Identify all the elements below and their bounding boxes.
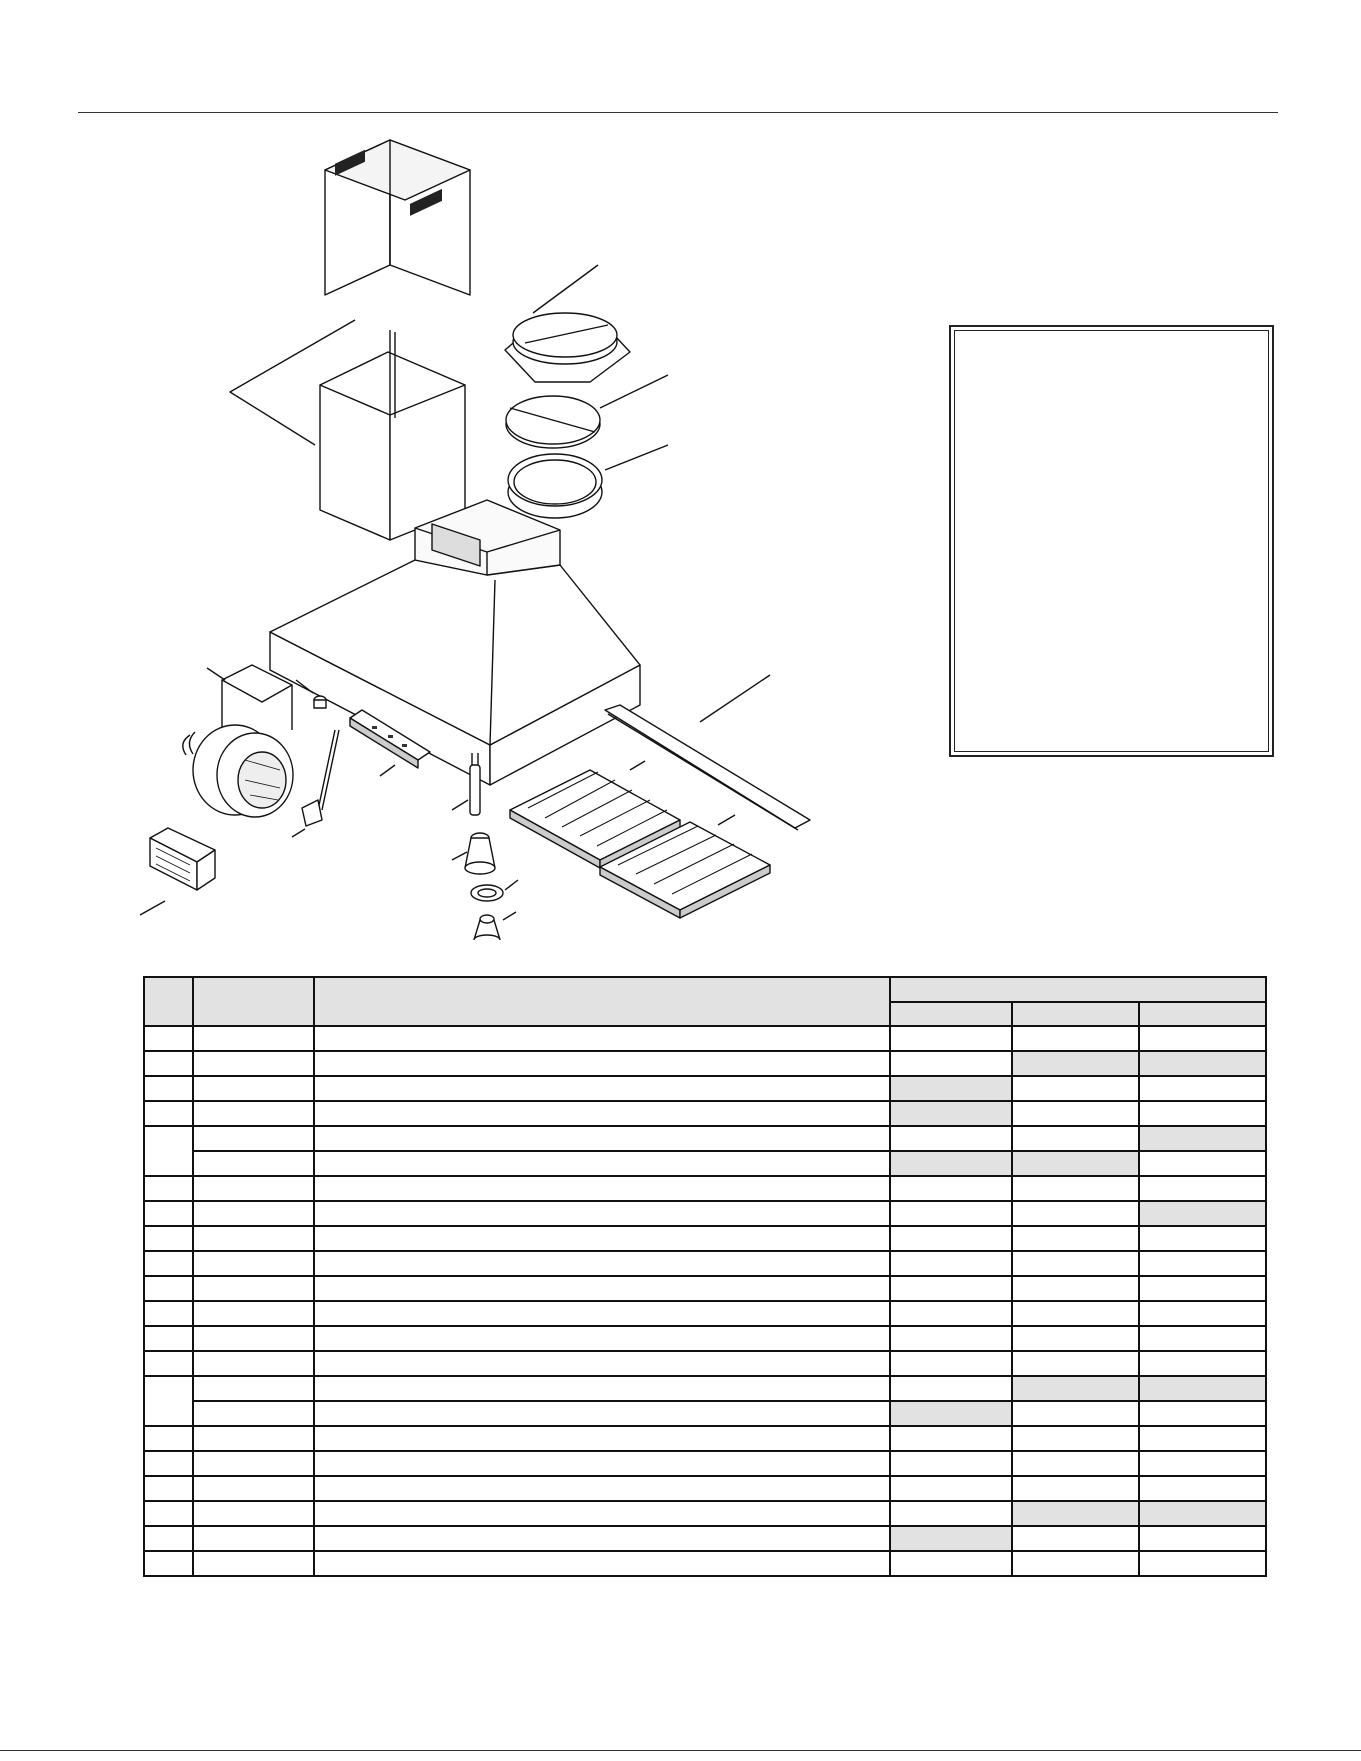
cell-description bbox=[314, 1301, 891, 1326]
cell-description bbox=[314, 1326, 891, 1351]
parts-table-body bbox=[144, 1026, 1266, 1576]
table-row bbox=[144, 1101, 1266, 1126]
cell-model-3 bbox=[1139, 1051, 1266, 1076]
table-row bbox=[144, 1401, 1266, 1426]
cell-model-2 bbox=[1012, 1451, 1140, 1476]
table-row bbox=[144, 1276, 1266, 1301]
cell-model-3 bbox=[1139, 1276, 1266, 1301]
cell-ref bbox=[144, 1026, 193, 1051]
cell-part-number bbox=[193, 1101, 314, 1126]
cell-model-3 bbox=[1139, 1251, 1266, 1276]
cell-model-1 bbox=[890, 1251, 1012, 1276]
cell-model-3 bbox=[1139, 1176, 1266, 1201]
chimney-lower bbox=[320, 330, 465, 540]
cell-part-number bbox=[193, 1376, 314, 1401]
cell-model-1 bbox=[890, 1026, 1012, 1051]
cell-description bbox=[314, 1401, 891, 1426]
cell-model-3 bbox=[1139, 1026, 1266, 1051]
cell-model-1 bbox=[890, 1076, 1012, 1101]
cell-description bbox=[314, 1176, 891, 1201]
cell-description bbox=[314, 1376, 891, 1401]
cell-description bbox=[314, 1126, 891, 1151]
cell-model-1 bbox=[890, 1501, 1012, 1526]
cell-model-2 bbox=[1012, 1151, 1140, 1176]
cell-model-3 bbox=[1139, 1451, 1266, 1476]
cell-description bbox=[314, 1226, 891, 1251]
damper-collar bbox=[505, 265, 630, 382]
duct-ring bbox=[508, 445, 668, 518]
cell-description bbox=[314, 1551, 891, 1576]
cell-description bbox=[314, 1351, 891, 1376]
cell-model-2 bbox=[1012, 1126, 1140, 1151]
cell-model-2 bbox=[1012, 1551, 1140, 1576]
header-rule bbox=[78, 112, 1278, 113]
cell-model-2 bbox=[1012, 1426, 1140, 1451]
cell-part-number bbox=[193, 1276, 314, 1301]
cell-model-1 bbox=[890, 1201, 1012, 1226]
notes-box-inner bbox=[954, 330, 1269, 752]
cell-model-1 bbox=[890, 1551, 1012, 1576]
cell-description bbox=[314, 1076, 891, 1101]
table-row bbox=[144, 1026, 1266, 1051]
cell-model-3 bbox=[1139, 1401, 1266, 1426]
cell-ref bbox=[144, 1201, 193, 1226]
cell-part-number bbox=[193, 1076, 314, 1101]
cell-model-3 bbox=[1139, 1526, 1266, 1551]
cell-model-1 bbox=[890, 1101, 1012, 1126]
notes-box bbox=[949, 325, 1274, 757]
header-ref bbox=[144, 977, 193, 1026]
cell-description bbox=[314, 1101, 891, 1126]
cell-part-number bbox=[193, 1051, 314, 1076]
cell-part-number bbox=[193, 1226, 314, 1251]
table-row bbox=[144, 1051, 1266, 1076]
cell-model-2 bbox=[1012, 1476, 1140, 1501]
cell-description bbox=[314, 1051, 891, 1076]
cell-ref bbox=[144, 1376, 193, 1426]
cell-part-number bbox=[193, 1301, 314, 1326]
table-row bbox=[144, 1201, 1266, 1226]
cell-model-1 bbox=[890, 1401, 1012, 1426]
cell-model-3 bbox=[1139, 1151, 1266, 1176]
cell-description bbox=[314, 1026, 891, 1051]
cell-model-2 bbox=[1012, 1176, 1140, 1201]
cell-model-3 bbox=[1139, 1476, 1266, 1501]
cell-model-2 bbox=[1012, 1376, 1140, 1401]
hood-body bbox=[270, 500, 640, 785]
table-row bbox=[144, 1526, 1266, 1551]
damper-plate bbox=[506, 375, 668, 448]
cell-part-number bbox=[193, 1526, 314, 1551]
cell-model-2 bbox=[1012, 1276, 1140, 1301]
cell-model-3 bbox=[1139, 1426, 1266, 1451]
cell-part-number bbox=[193, 1401, 314, 1426]
cell-model-1 bbox=[890, 1426, 1012, 1451]
cell-description bbox=[314, 1251, 891, 1276]
cell-description bbox=[314, 1276, 891, 1301]
cell-part-number bbox=[193, 1126, 314, 1151]
cell-ref bbox=[144, 1176, 193, 1201]
cell-ref bbox=[144, 1226, 193, 1251]
cell-ref bbox=[144, 1476, 193, 1501]
table-row bbox=[144, 1501, 1266, 1526]
cell-model-3 bbox=[1139, 1201, 1266, 1226]
cell-model-2 bbox=[1012, 1526, 1140, 1551]
cell-ref bbox=[144, 1276, 193, 1301]
cell-model-2 bbox=[1012, 1101, 1140, 1126]
cell-model-1 bbox=[890, 1326, 1012, 1351]
table-row bbox=[144, 1376, 1266, 1401]
light-socket bbox=[452, 833, 495, 874]
cell-part-number bbox=[193, 1201, 314, 1226]
cell-description bbox=[314, 1151, 891, 1176]
table-row bbox=[144, 1076, 1266, 1101]
cell-model-1 bbox=[890, 1151, 1012, 1176]
cell-ref bbox=[144, 1326, 193, 1351]
table-row bbox=[144, 1176, 1266, 1201]
cell-model-2 bbox=[1012, 1251, 1140, 1276]
cell-ref bbox=[144, 1251, 193, 1276]
table-row bbox=[144, 1226, 1266, 1251]
cell-model-3 bbox=[1139, 1351, 1266, 1376]
cell-description bbox=[314, 1201, 891, 1226]
cell-model-3 bbox=[1139, 1126, 1266, 1151]
control-shaft bbox=[292, 730, 339, 837]
cell-model-2 bbox=[1012, 1326, 1140, 1351]
cell-model-3 bbox=[1139, 1226, 1266, 1251]
table-row bbox=[144, 1476, 1266, 1501]
cell-part-number bbox=[193, 1176, 314, 1201]
cell-part-number bbox=[193, 1151, 314, 1176]
cell-part-number bbox=[193, 1476, 314, 1501]
exploded-parts-diagram bbox=[0, 120, 820, 940]
cell-ref bbox=[144, 1101, 193, 1126]
light-trim-ring bbox=[471, 880, 518, 901]
cell-model-1 bbox=[890, 1126, 1012, 1151]
cell-part-number bbox=[193, 1426, 314, 1451]
cell-model-2 bbox=[1012, 1201, 1140, 1226]
cell-model-3 bbox=[1139, 1376, 1266, 1401]
table-row bbox=[144, 1326, 1266, 1351]
header-model-3 bbox=[1139, 1002, 1266, 1026]
cell-model-3 bbox=[1139, 1301, 1266, 1326]
cell-model-2 bbox=[1012, 1351, 1140, 1376]
cell-model-2 bbox=[1012, 1076, 1140, 1101]
footer-rule bbox=[0, 1750, 1361, 1751]
cell-model-2 bbox=[1012, 1401, 1140, 1426]
table-row bbox=[144, 1151, 1266, 1176]
cell-model-1 bbox=[890, 1276, 1012, 1301]
cell-model-3 bbox=[1139, 1326, 1266, 1351]
cell-description bbox=[314, 1476, 891, 1501]
table-row bbox=[144, 1251, 1266, 1276]
cell-model-3 bbox=[1139, 1501, 1266, 1526]
cell-description bbox=[314, 1526, 891, 1551]
cell-model-1 bbox=[890, 1451, 1012, 1476]
header-model-1 bbox=[890, 1002, 1012, 1026]
cell-model-1 bbox=[890, 1526, 1012, 1551]
light-bulb bbox=[474, 912, 516, 940]
cell-model-1 bbox=[890, 1176, 1012, 1201]
cell-part-number bbox=[193, 1251, 314, 1276]
cell-model-3 bbox=[1139, 1551, 1266, 1576]
cell-ref bbox=[144, 1501, 193, 1526]
cell-model-1 bbox=[890, 1476, 1012, 1501]
cell-ref bbox=[144, 1351, 193, 1376]
cell-ref bbox=[144, 1526, 193, 1551]
cell-model-2 bbox=[1012, 1026, 1140, 1051]
cell-part-number bbox=[193, 1326, 314, 1351]
cell-ref bbox=[144, 1451, 193, 1476]
header-model-2 bbox=[1012, 1002, 1140, 1026]
chimney-upper bbox=[325, 140, 470, 295]
table-row bbox=[144, 1451, 1266, 1476]
cell-ref bbox=[144, 1126, 193, 1176]
table-row bbox=[144, 1301, 1266, 1326]
cell-ref bbox=[144, 1426, 193, 1451]
cell-part-number bbox=[193, 1351, 314, 1376]
cell-part-number bbox=[193, 1026, 314, 1051]
cell-ref bbox=[144, 1301, 193, 1326]
cell-model-2 bbox=[1012, 1501, 1140, 1526]
cell-description bbox=[314, 1451, 891, 1476]
junction-box bbox=[140, 828, 215, 915]
cell-model-1 bbox=[890, 1226, 1012, 1251]
cell-description bbox=[314, 1501, 891, 1526]
cell-part-number bbox=[193, 1501, 314, 1526]
parts-table bbox=[143, 976, 1267, 1577]
cell-ref bbox=[144, 1051, 193, 1076]
cell-model-1 bbox=[890, 1301, 1012, 1326]
cell-ref bbox=[144, 1076, 193, 1101]
cell-model-3 bbox=[1139, 1076, 1266, 1101]
table-row bbox=[144, 1126, 1266, 1151]
header-part-number bbox=[193, 977, 314, 1026]
table-row bbox=[144, 1551, 1266, 1576]
cell-ref bbox=[144, 1551, 193, 1576]
header-models bbox=[890, 977, 1266, 1002]
cell-model-1 bbox=[890, 1376, 1012, 1401]
cell-model-3 bbox=[1139, 1101, 1266, 1126]
cell-part-number bbox=[193, 1451, 314, 1476]
cell-part-number bbox=[193, 1551, 314, 1576]
cell-model-1 bbox=[890, 1051, 1012, 1076]
header-description bbox=[314, 977, 891, 1026]
cell-model-2 bbox=[1012, 1051, 1140, 1076]
table-row bbox=[144, 1351, 1266, 1376]
cell-model-1 bbox=[890, 1351, 1012, 1376]
blower-motor bbox=[183, 665, 293, 817]
table-row bbox=[144, 1426, 1266, 1451]
cell-model-2 bbox=[1012, 1301, 1140, 1326]
cell-description bbox=[314, 1426, 891, 1451]
cell-model-2 bbox=[1012, 1226, 1140, 1251]
